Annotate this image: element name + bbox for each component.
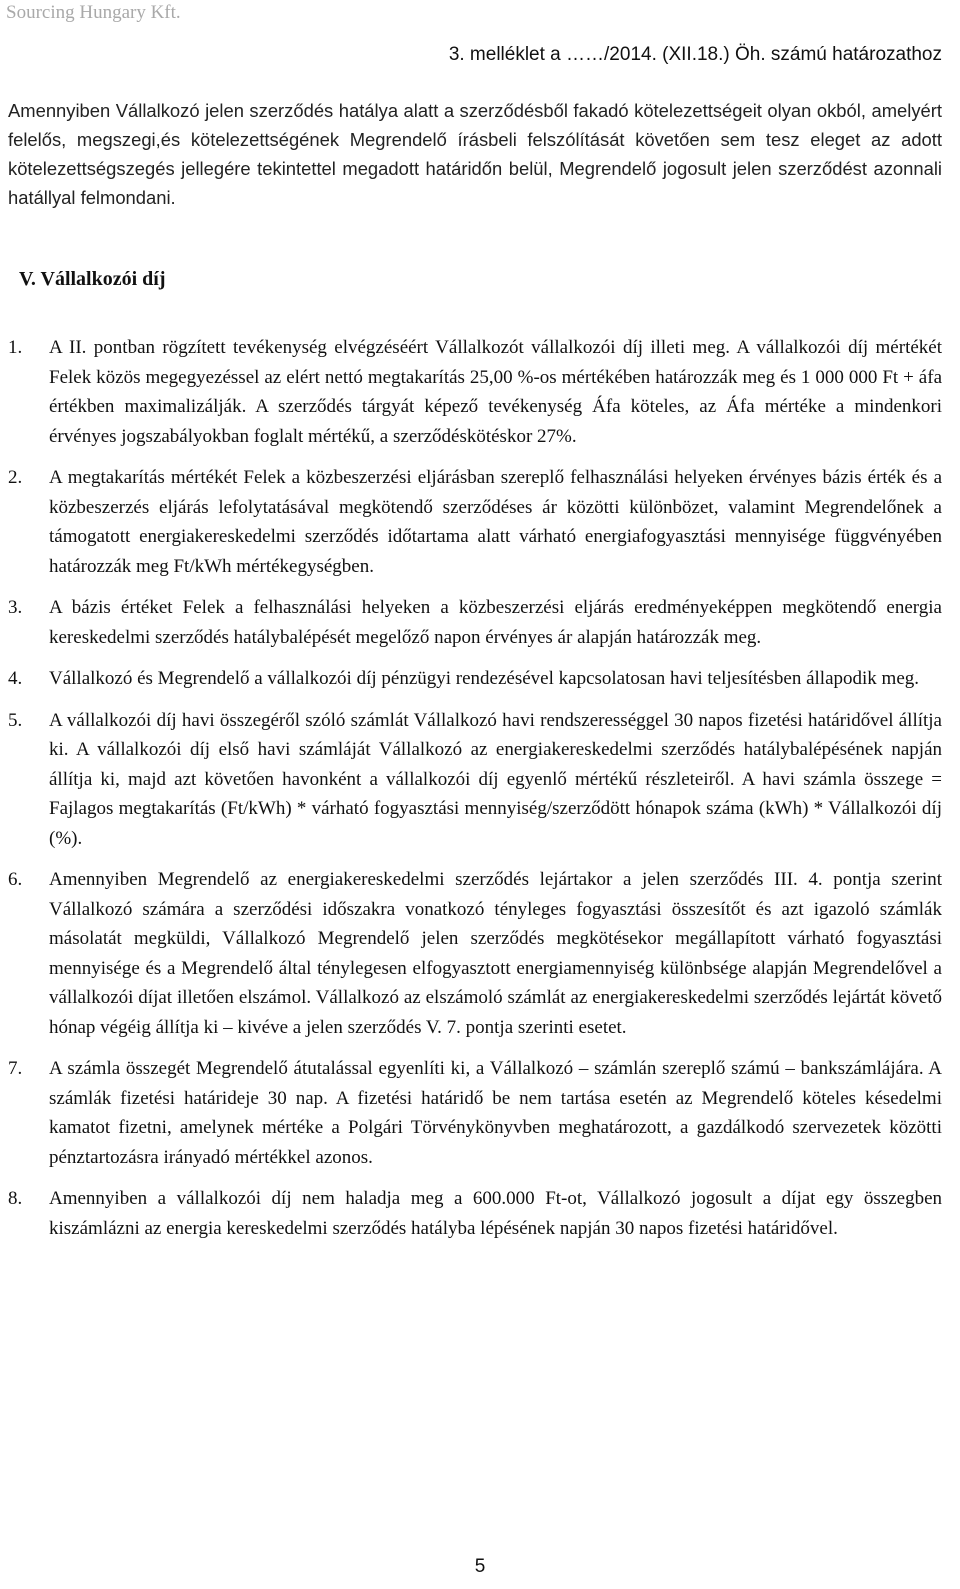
- clause-text: Amennyiben a vállalkozói díj nem haladja meg a 600.000 Ft-ot, Vállalkozó jogosult a díjat egy összegben kiszámlázni az energia kereskedelmi szerződés hatályba lépésének napján 30 napos fizetési határidővel.: [49, 1188, 942, 1239]
- clause-number: 7.: [8, 1058, 23, 1079]
- clause-item: [0, 664, 960, 694]
- intro-paragraph: Amennyiben Vállalkozó jelen szerződés hatálya alatt a szerződésből fakadó kötelezettségeit olyan okból, amelyért felelős, megszegi,és kötelezettségének Megrendelő írásbeli felszólítását követően sem tesz eleget az adott kötelezettségszegés jellegére tekintettel megadott határidőn belül, Megrendelő jogosult jelen szerződést azonnali hatállyal felmondani.: [8, 100, 942, 208]
- section-title: V. Vállalkozói díj: [19, 268, 166, 290]
- clause-item: [0, 865, 960, 1042]
- page-number: 5: [474, 1556, 486, 1577]
- clause-number: 4.: [8, 668, 23, 689]
- clause-text: A megtakarítás mértékét Felek a közbeszerzési eljárásban szereplő felhasználási helyeken érvényes bázis érték és a közbeszerzés eljárás lefolytatásával megkötendő szerződéses ár közötti különbözet, valamint Megrendelőnek a támogatott energiakereskedelmi szerződés időtartama alatt várható energiafogyasztási mennyisége függvényében határozzák meg Ft/kWh mértékegységben.: [49, 467, 942, 577]
- clause-text: Vállalkozó és Megrendelő a vállalkozói díj pénzügyi rendezésével kapcsolatosan havi teljesítésben állapodik meg.: [49, 668, 920, 689]
- clause-number: 5.: [8, 709, 23, 731]
- clause-number: 6.: [8, 869, 23, 890]
- annex-heading: 3. melléklet a ……/2014. (XII.18.) Öh. számú határozathoz: [448, 44, 942, 65]
- company-watermark: Sourcing Hungary Kft.: [6, 2, 181, 23]
- clause-number: 3.: [8, 597, 23, 618]
- clause-text: Amennyiben Megrendelő az energiakereskedelmi szerződés lejártakor a jelen szerződés III. 4. pontja szerint Vállalkozó számára a szerződési időszakra vonatkozó tényleges fogyasztási összesítőt és azt igazoló számlák másolatát megküldi, Vállalkozó Megrendelő jelen szerződés megkötésekor megállapított várható fogyasztási mennyisége és a Megrendelő által ténylegesen elfogyasztott energiamennyiség különbsége alapján Megrendelővel a vállalkozói díjat illetően elszámol. Vállalkozó az elszámoló számlát az energiakereskedelmi szerződés lejártát követő hónap végéig állítja ki – kivéve a jelen szerződés V. 7. pontja szerinti esetet.: [49, 869, 942, 1038]
- clause-item: [0, 1054, 960, 1172]
- fee-clauses-list: [0, 333, 960, 1255]
- clause-text: A II. pontban rögzített tevékenység elvégzéséért Vállalkozót vállalkozói díj illeti meg. A vállalkozói díj mértékét Felek közös megegyezéssel az elért nettó megtakarítás 25,00 %-os mértékében határozzák meg és 1 000 000 Ft + áfa értékben maximalizálják. A szerződés tárgyát képező tevékenység Áfa köteles, az Áfa mértéke a mindenkori érvényes jogszabályokban foglalt mértékű, a szerződéskötéskor 27%.: [49, 337, 942, 447]
- clause-item: [0, 706, 960, 854]
- clause-number: 8.: [8, 1188, 23, 1209]
- clause-text: A számla összegét Megrendelő átutalással egyenlíti ki, a Vállalkozó – számlán szereplő számú – bankszámlájára. A számlák fizetési határideje 30 nap. A fizetési határidő be nem tartása esetén az Megrendelő köteles késedelmi kamatot fizetni, amelynek mértéke a Polgári Törvénykönyvben meghatározott, a gazdálkodó szervezetek közötti pénztartozásra irányadó mértékkel azonos.: [49, 1058, 942, 1168]
- clause-item: [0, 1184, 960, 1243]
- clause-item: [0, 593, 960, 652]
- clause-text: A vállalkozói díj havi összegéről szóló számlát Vállalkozó havi rendszerességgel 30 napos fizetési határidővel állítja ki. A vállalkozói díj első havi számláját Vállalkozó az energiakereskedelmi szerződés hatálybalépésének napján állítja ki, majd azt követően havonként a vállalkozói díj egyenlő mértékű részleteiről. A havi számla összege = Fajlagos megtakarítás (Ft/kWh) * várható fogyasztási mennyiség/szerződött hónapok száma (kWh) * Vállalkozói díj (%).: [49, 709, 942, 849]
- clause-item: [0, 333, 960, 451]
- clause-text: A bázis értéket Felek a felhasználási helyeken a közbeszerzési eljárás eredményeképpen megkötendő energia kereskedelmi szerződés hatálybalépését megelőző napon érvényes ár alapján határozzák meg.: [49, 597, 942, 648]
- clause-number: 2.: [8, 467, 23, 488]
- clause-item: [0, 463, 960, 581]
- clause-number: 1.: [8, 337, 23, 358]
